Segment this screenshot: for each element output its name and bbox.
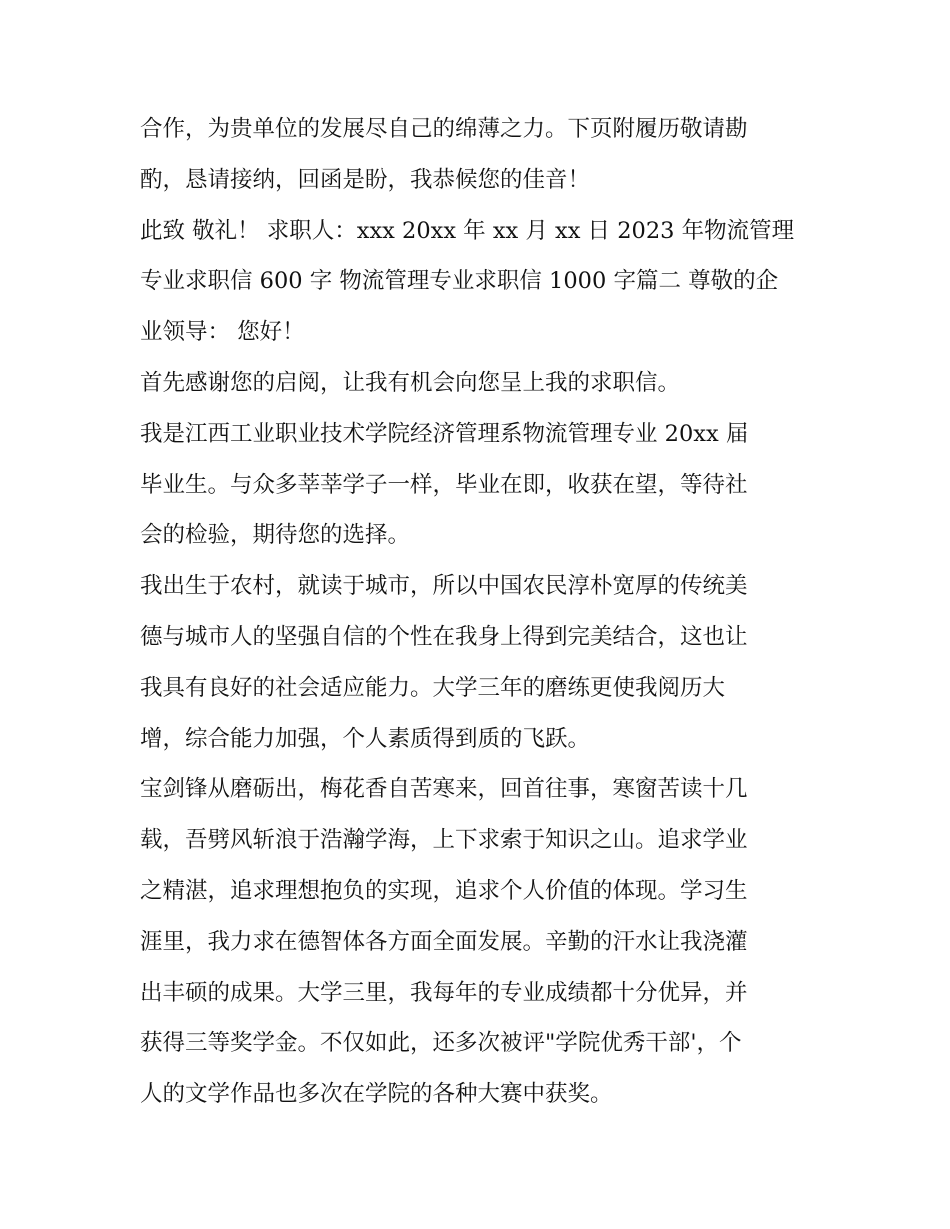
text-line: 宝剑锋从磨砺出，梅花香自苦寒来，回首往事，寒窗苦读十几 — [140, 776, 748, 803]
text-line: 此致 敬礼！ 求职人：xxx 20xx 年 xx 月 xx 日 2023 年物流管理 — [140, 217, 795, 244]
letter-body — [140, 104, 816, 1120]
text-line: 专业求职信 600 字 物流管理专业求职信 1000 字篇二 尊敬的企 — [140, 268, 779, 295]
text-line: 我是江西工业职业技术学院经济管理系物流管理专业 20xx 届 — [140, 420, 749, 447]
text-line: 涯里，我力求在德智体各方面全面发展。辛勤的汗水让我浇灌 — [140, 928, 748, 955]
text-line: 载，吾劈风斩浪于浩瀚学海，上下求索于知识之山。追求学业 — [140, 827, 748, 854]
text-line: 增，综合能力加强，个人素质得到质的飞跃。 — [140, 725, 591, 752]
text-line: 我出生于农村，就读于城市，所以中国农民淳朴宽厚的传统美 — [140, 573, 748, 600]
text-line: 毕业生。与众多莘莘学子一样，毕业在即，收获在望，等待社 — [140, 471, 748, 498]
text-line: 德与城市人的坚强自信的个性在我身上得到完美结合，这也让 — [140, 623, 748, 650]
text-line: 会的检验，期待您的选择。 — [140, 522, 411, 549]
text-line: 酌，恳请接纳，回函是盼，我恭候您的佳音！ — [140, 166, 591, 193]
text-line: 获得三等奖学金。不仅如此，还多次被评"学院优秀干部'，个 — [140, 1030, 742, 1057]
text-line: 之精湛，追求理想抱负的实现，追求个人价值的体现。学习生 — [140, 877, 748, 904]
text-line: 首先感谢您的启阅，让我有机会向您呈上我的求职信。 — [140, 369, 681, 396]
text-line: 出丰硕的成果。大学三里，我每年的专业成绩都十分优异，并 — [140, 979, 748, 1006]
text-line: 合作，为贵单位的发展尽自己的绵薄之力。下页附履历敬请勘 — [140, 116, 748, 142]
text-line: 我具有良好的社会适应能力。大学三年的磨练更使我阅历大 — [140, 674, 726, 701]
text-line: 人的文学作品也多次在学院的各种大赛中获奖。 — [140, 1081, 613, 1108]
text-line: 业领导： 您好！ — [140, 319, 305, 346]
